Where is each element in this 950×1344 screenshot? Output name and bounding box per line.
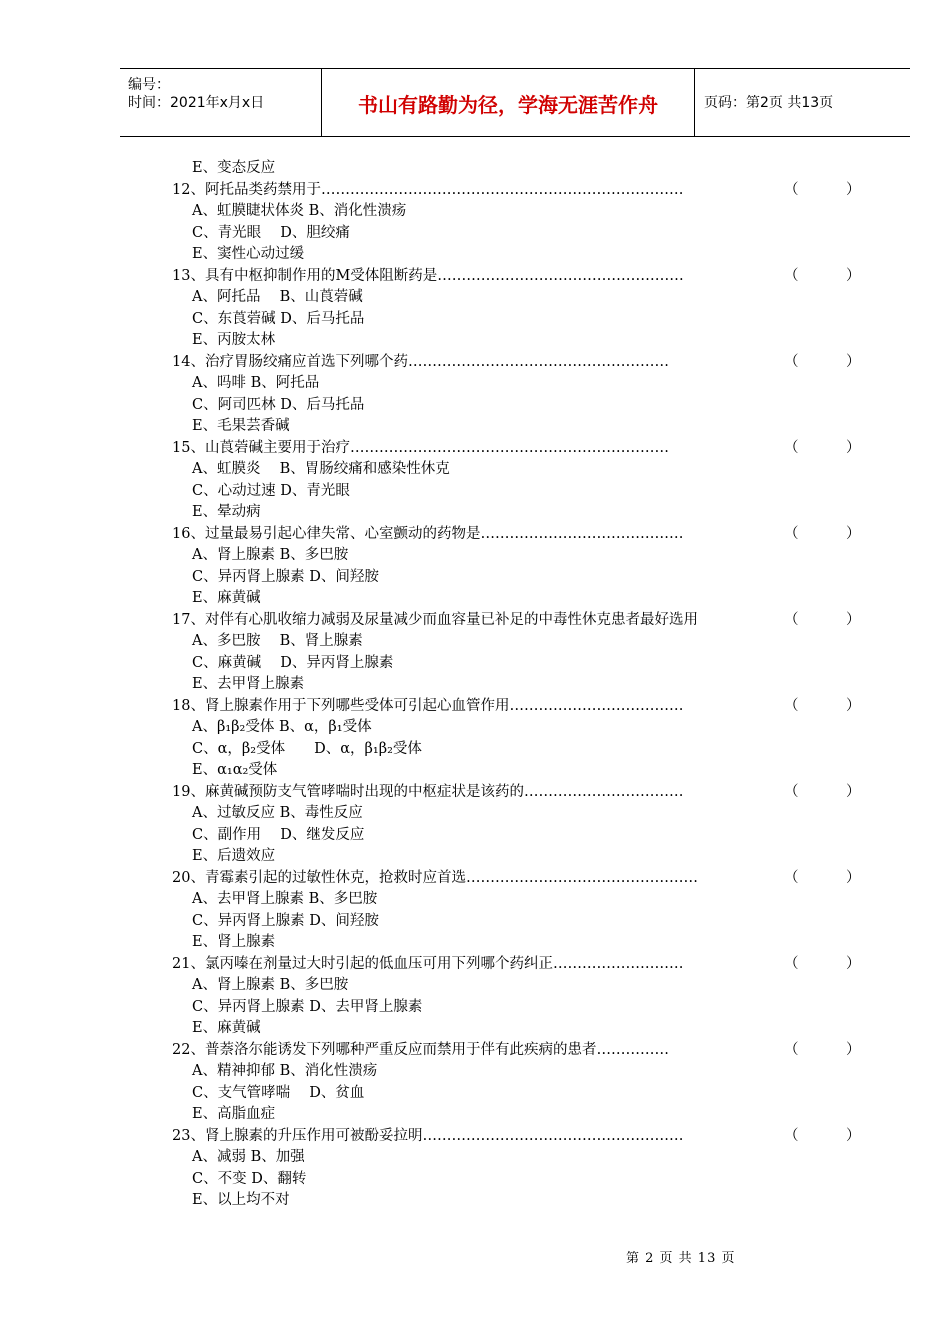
answer-paren-close: ）	[846, 181, 861, 198]
answer-option: C、异丙肾上腺素 D、间羟胺	[192, 568, 379, 585]
answer-option: C、异丙肾上腺素 D、间羟胺	[192, 912, 379, 929]
answer-paren-close: ）	[846, 783, 861, 800]
answer-paren-close: ）	[846, 525, 861, 542]
answer-paren-close: ）	[846, 267, 861, 284]
question-text: 19、麻黄碱预防支气管哮喘时出现的中枢症状是该药的……………………………	[172, 783, 684, 800]
answer-option: E、毛果芸香碱	[192, 418, 290, 434]
answer-option: A、β₁β₂受体 B、α，β₁受体	[192, 719, 372, 735]
answer-option: A、虹膜炎 B、胃肠绞痛和感染性休克	[192, 461, 450, 477]
question-text: 17、对伴有心肌收缩力减弱及尿量减少而血容量已补足的中毒性休克患者最好选用	[172, 611, 698, 628]
answer-option: A、肾上腺素 B、多巴胺	[192, 977, 349, 993]
answer-option: A、去甲肾上腺素 B、多巴胺	[192, 891, 378, 907]
answer-option: A、多巴胺 B、肾上腺素	[192, 633, 363, 649]
answer-paren-close: ）	[846, 611, 861, 628]
continued-option: E、变态反应	[192, 160, 276, 176]
answer-option: A、肾上腺素 B、多巴胺	[192, 547, 349, 563]
answer-option: E、麻黄碱	[192, 590, 261, 606]
answer-paren-open: （	[784, 1127, 799, 1144]
header-meta-cell	[120, 69, 320, 136]
question-stem	[172, 352, 860, 374]
question-stem	[172, 438, 860, 460]
question-item	[172, 868, 860, 954]
question-stem	[172, 610, 860, 632]
answer-option: A、过敏反应 B、毒性反应	[192, 805, 363, 821]
question-item	[172, 696, 860, 782]
answer-option: A、精神抑郁 B、消化性溃疡	[192, 1063, 378, 1079]
answer-paren-open: （	[784, 1041, 799, 1058]
time-label: 时间：2021年x月x日	[128, 95, 265, 111]
question-stem	[172, 1040, 860, 1062]
question-stem	[172, 782, 860, 804]
answer-option: C、青光眼 D、胆绞痛	[192, 224, 350, 241]
answer-paren-open: （	[784, 267, 799, 284]
motto-text: 书山有路勤为径，学海无涯苦作舟	[358, 93, 658, 117]
answer-option: A、减弱 B、加强	[192, 1149, 305, 1165]
page-reference: 页码：第2页 共13页	[704, 95, 834, 111]
answer-paren-close: ）	[846, 955, 861, 972]
answer-paren-open: （	[784, 439, 799, 456]
question-item	[172, 266, 860, 352]
answer-paren-close: ）	[846, 1127, 861, 1144]
question-stem	[172, 266, 860, 288]
answer-paren-open: （	[784, 181, 799, 198]
question-item	[172, 610, 860, 696]
answer-paren-open: （	[784, 525, 799, 542]
question-text: 13、具有中枢抑制作用的M受体阻断药是……………………………………………	[172, 267, 684, 284]
question-item	[172, 1126, 860, 1212]
answer-paren-close: ）	[846, 869, 861, 886]
question-item	[172, 352, 860, 438]
answer-option: E、麻黄碱	[192, 1020, 261, 1036]
answer-option: E、高脂血症	[192, 1106, 276, 1122]
answer-option: A、吗啡 B、阿托品	[192, 375, 320, 391]
answer-option: C、不变 D、翻转	[192, 1170, 307, 1187]
answer-paren-close: ）	[846, 697, 861, 714]
question-stem	[172, 954, 860, 976]
answer-paren-open: （	[784, 697, 799, 714]
answer-paren-close: ）	[846, 439, 861, 456]
answer-option: C、α，β₂受体 D、α，β₁β₂受体	[192, 740, 422, 757]
question-text: 22、普萘洛尔能诱发下列哪种严重反应而禁用于伴有此疾病的患者……………	[172, 1041, 669, 1058]
question-stem	[172, 180, 860, 202]
question-item	[172, 954, 860, 1040]
answer-paren-close: ）	[846, 353, 861, 370]
header-page-cell	[694, 69, 910, 136]
answer-paren-open: （	[784, 869, 799, 886]
question-item	[172, 180, 860, 266]
question-text: 14、治疗胃肠绞痛应首选下列哪个药………………………………………………	[172, 353, 669, 370]
question-item	[172, 524, 860, 610]
answer-paren-open: （	[784, 353, 799, 370]
answer-option: E、α₁α₂受体	[192, 762, 278, 778]
answer-option: E、丙胺太林	[192, 332, 276, 348]
answer-option: E、以上均不对	[192, 1192, 290, 1208]
question-text: 16、过量最易引起心律失常、心室颤动的药物是……………………………………	[172, 525, 684, 542]
answer-option: C、麻黄碱 D、异丙肾上腺素	[192, 654, 394, 671]
answer-option: A、虹膜睫状体炎 B、消化性溃疡	[192, 203, 407, 219]
question-stem	[172, 1126, 860, 1148]
answer-paren-open: （	[784, 955, 799, 972]
question-item	[172, 438, 860, 524]
question-text: 20、青霉素引起的过敏性休克，抢救时应首选…………………………………………	[172, 869, 698, 886]
answer-option: C、支气管哮喘 D、贫血	[192, 1084, 365, 1101]
question-list	[172, 158, 860, 1212]
page-footer: 第 2 页 共 13 页	[626, 1251, 736, 1266]
answer-option: C、异丙肾上腺素 D、去甲肾上腺素	[192, 998, 423, 1015]
answer-option: C、东莨菪碱 D、后马托品	[192, 310, 365, 327]
answer-paren-open: （	[784, 783, 799, 800]
question-text: 18、肾上腺素作用于下列哪些受体可引起心血管作用………………………………	[172, 697, 684, 714]
answer-paren-open: （	[784, 611, 799, 628]
answer-paren-close: ）	[846, 1041, 861, 1058]
code-label: 编号：	[128, 77, 170, 93]
question-stem	[172, 696, 860, 718]
answer-option: E、去甲肾上腺素	[192, 676, 305, 692]
header-motto-cell	[321, 69, 695, 136]
answer-option: E、后遗效应	[192, 848, 276, 864]
question-item	[172, 782, 860, 868]
question-stem	[172, 868, 860, 890]
question-text: 23、肾上腺素的升压作用可被酚妥拉明………………………………………………	[172, 1127, 684, 1144]
answer-option: E、窦性心动过缓	[192, 246, 305, 262]
answer-option: C、阿司匹林 D、后马托品	[192, 396, 365, 413]
answer-option: E、肾上腺素	[192, 934, 276, 950]
question-text: 15、山莨菪碱主要用于治疗…………………………………………………………	[172, 439, 669, 456]
answer-option: E、晕动病	[192, 504, 261, 520]
answer-option: A、阿托品 B、山莨菪碱	[192, 289, 363, 305]
page-header	[120, 68, 910, 137]
question-stem	[172, 524, 860, 546]
question-text: 21、氯丙嗪在剂量过大时引起的低血压可用下列哪个药纠正………………………	[172, 955, 684, 972]
answer-option: C、副作用 D、继发反应	[192, 826, 365, 843]
question-text: 12、阿托品类药禁用于…………………………………………………………………	[172, 181, 684, 198]
answer-option: C、心动过速 D、青光眼	[192, 482, 350, 499]
question-item	[172, 1040, 860, 1126]
